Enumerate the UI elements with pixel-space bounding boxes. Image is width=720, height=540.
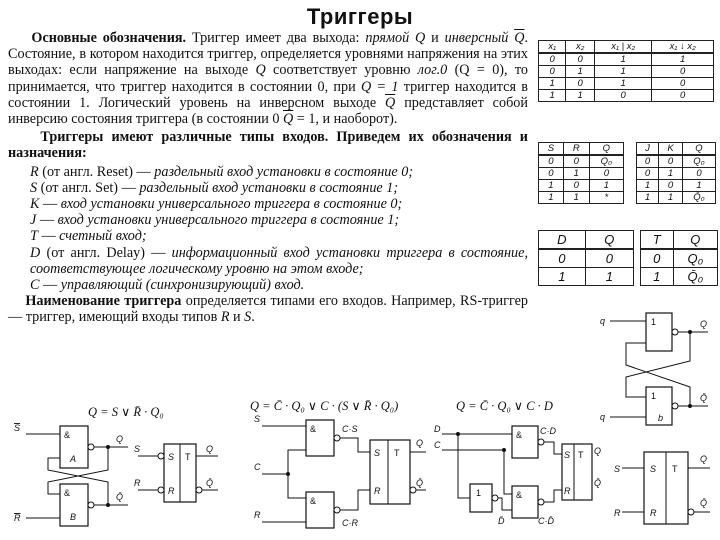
input-symbol: T (30, 228, 38, 245)
text-fragment: . Состояние, в котором находится триггер, определяется уровнями напряжения на этих выходах: если напряжение на выходе (8, 30, 528, 79)
input-symbol: C (30, 277, 40, 294)
table-cell: 0 (539, 249, 586, 268)
table-header-cell: T (641, 231, 674, 250)
table-header-cell: x₁ ↓ x₂ (652, 41, 714, 54)
truth-table-rs (538, 142, 624, 204)
list-item-d (8, 245, 528, 277)
table-cell: 1 (637, 192, 659, 204)
input-symbol: J (30, 212, 37, 229)
signal-label: C·D (540, 426, 556, 436)
gate-label: 1 (476, 488, 482, 498)
table-header-row (539, 143, 624, 156)
table-row (641, 268, 718, 286)
sync-rs-trigger-diagram (254, 412, 428, 537)
table-row (539, 249, 634, 268)
list-item-j (8, 212, 528, 228)
table-cell: 0 (589, 168, 623, 180)
table-row (539, 155, 624, 168)
table-cell: 1 (566, 66, 595, 78)
table-cell: Q₀ (673, 249, 717, 268)
table-cell: 1 (594, 78, 651, 90)
output-label: Q̄ (700, 498, 708, 508)
table-cell: 0 (585, 249, 633, 268)
paragraph-inputs-intro (8, 129, 528, 161)
text-fragment: . (251, 309, 255, 326)
table-cell: 0 (637, 155, 659, 168)
gate-upper (646, 313, 672, 351)
table-header-cell: S (539, 143, 564, 156)
text-fragment: раздельный вход установки в состояние 1; (139, 179, 399, 196)
table-cell: 0 (539, 155, 564, 168)
input-types-list (8, 164, 528, 294)
table-cell: 1 (682, 180, 715, 192)
text-fragment: и (229, 309, 245, 326)
table-cell: 0 (566, 53, 595, 66)
output-label: Q̄ (700, 393, 708, 403)
text-fragment: Q = 1 (360, 78, 399, 95)
list-item-r (8, 164, 528, 180)
table-cell: 1 (659, 192, 683, 204)
table-row (637, 168, 716, 180)
table-cell: 1 (641, 268, 674, 286)
pin-label: R (168, 486, 175, 496)
text-fragment: прямой Q (365, 30, 426, 46)
input-label: C (254, 462, 261, 472)
table-cell: 0 (563, 155, 589, 168)
table-cell: 0 (594, 90, 651, 102)
output-label: Q̄ (116, 492, 124, 502)
table-header-row (641, 231, 718, 250)
text-fragment: счетный вход; (59, 228, 147, 245)
table-cell: 0 (566, 78, 595, 90)
table-cell: 1 (539, 192, 564, 204)
table-cell: Q̄₀ (673, 268, 717, 286)
table-header-row (539, 231, 634, 250)
gate-label: & (310, 424, 317, 434)
table-header-cell: Q (673, 231, 717, 250)
table-cell: 1 (563, 168, 589, 180)
text-fragment: вход установки универсального триггера в состояние 0; (60, 196, 403, 213)
table-header-cell: J (637, 143, 659, 156)
paragraph-notation (8, 30, 528, 127)
gate-label: 1 (651, 391, 657, 401)
formula-rs: Q = S ∨ R̄ · Q₀ (88, 405, 164, 419)
output-label: Q̄ (416, 478, 424, 488)
input-symbol: S (30, 179, 38, 196)
input-symbol: R (220, 309, 230, 326)
text-fragment: вход установки универсального триггера в состояние 1; (57, 212, 400, 229)
pin-label: T (394, 448, 400, 458)
output-label: Q̄ (594, 478, 602, 488)
output-label: Q (700, 454, 708, 464)
formula-sync-rs: Q = C̄ · Q₀ ∨ C · (S ∨ R̄ · Q₀) (250, 399, 399, 413)
rs-latch-symbol (134, 440, 224, 510)
table-cell: 0 (659, 155, 683, 168)
rs-latch-nor-diagram (596, 305, 716, 430)
naming-heading: Наименование триггера (25, 293, 182, 310)
text-fragment: = 1, и наоборот). (293, 111, 398, 128)
input-label: S (254, 414, 261, 424)
table-header-row (637, 143, 716, 156)
input-symbol: D (30, 244, 41, 261)
formula-d: Q = C̄ · Q₀ ∨ C · D (456, 399, 553, 413)
table-row (637, 155, 716, 168)
table-cell: 1 (585, 268, 633, 286)
output-label: Q (116, 434, 124, 444)
d-trigger-diagram (434, 420, 602, 530)
table-header-cell: K (659, 143, 683, 156)
pin-label: S (374, 448, 381, 458)
gate-label: & (310, 496, 317, 506)
table-cell: 1 (566, 90, 595, 102)
gate-label: & (516, 490, 523, 500)
table-header-cell: Q (589, 143, 623, 156)
table-cell: 1 (539, 78, 566, 90)
table-cell: 1 (652, 53, 714, 66)
table-header-cell: Q (585, 231, 633, 250)
table-header-cell: D (539, 231, 586, 250)
pin-label: S (168, 452, 175, 462)
output-label: Q (700, 319, 708, 329)
pin-label: T (578, 450, 584, 460)
table-row (539, 180, 624, 192)
rs-trigger-symbol (614, 448, 714, 528)
input-label: C (434, 440, 441, 450)
table-header-cell: x₁ | x₂ (594, 41, 651, 54)
input-symbol: S (244, 309, 252, 326)
text-fragment: (от англ. Set) — (37, 179, 140, 196)
input-label: D (434, 424, 441, 434)
table-header-cell: x₁ (539, 41, 566, 54)
list-item-k (8, 196, 528, 212)
text-fragment: лог.0 (417, 62, 448, 79)
table-cell: Q̄₀ (682, 192, 715, 204)
signal-label: C·D̄ (538, 516, 554, 526)
table-cell: 0 (659, 180, 683, 192)
table-row (641, 249, 718, 268)
output-label: Q (594, 446, 602, 456)
table-cell: 1 (594, 53, 651, 66)
truth-table-t (640, 230, 718, 286)
input-label: S (614, 464, 621, 474)
table-cell: 1 (563, 192, 589, 204)
pin-label: T (672, 464, 678, 474)
truth-table-jk (636, 142, 716, 204)
paragraph-naming (8, 293, 528, 325)
text-fragment: — (37, 228, 60, 245)
table-cell: 0 (641, 249, 674, 268)
table-row (539, 78, 714, 90)
pin-label: R (374, 486, 381, 496)
text-fragment: (от англ. Reset) — (38, 163, 155, 180)
text-fragment: инверсный (444, 30, 515, 46)
q-bar-symbol: $\overline{Q}$ (385, 94, 396, 111)
input-symbol: R (30, 163, 39, 180)
text-fragment: (Q = 0), то принимается, что триггер находится в состоянии 0, при (8, 62, 528, 95)
pin-label: T (185, 452, 191, 462)
input-label: q (600, 412, 606, 422)
output-label: Q (416, 438, 424, 448)
text-fragment: информационный вход установки триггера в состояние, соответствующее логическому уровню на этом входе; (30, 244, 528, 277)
q-symbol: Q (255, 62, 266, 79)
table-cell: 0 (652, 90, 714, 102)
table-cell: 1 (539, 180, 564, 192)
gate-label: & (516, 430, 523, 440)
table-cell: 1 (637, 180, 659, 192)
text-fragment: соответствует уровню (265, 62, 418, 79)
input-label: S (14, 423, 21, 433)
text-fragment: — (39, 277, 61, 294)
text-fragment: раздельный вход установки в состояние 0; (154, 163, 414, 180)
output-label: Q̄ (206, 478, 214, 488)
input-label: R (254, 510, 261, 520)
pin-label: S (650, 464, 657, 474)
signal-label: C·S (342, 424, 358, 434)
table-cell: 1 (589, 180, 623, 192)
gate-label: & (64, 488, 71, 498)
output-label: Q (206, 444, 214, 454)
table-row (539, 53, 714, 66)
table-cell: Q₀ (589, 155, 623, 168)
truth-table-nand-nor (538, 40, 714, 102)
table-cell: Q₀ (682, 155, 715, 168)
table-cell: 1 (659, 168, 683, 180)
inputs-intro-text: Триггеры имеют различные типы входов. Приведем их обозначения и назначения: (8, 129, 528, 162)
pin-label: R (564, 486, 571, 496)
q-bar-symbol: $\overline{Q}$ (514, 30, 525, 46)
table-cell: 1 (539, 90, 566, 102)
gate-label: 1 (651, 317, 657, 327)
table-row (539, 90, 714, 102)
text-fragment: определяется типами его входов. Например, RS-триггер — триггер, имеющий входы типов (8, 293, 528, 326)
table-header-cell: x₂ (566, 41, 595, 54)
text-fragment: управляющий (синхронизирующий) вход. (60, 277, 305, 294)
text-fragment: — (39, 196, 61, 213)
text-fragment: представляет собой инверсию состояния триггера (в состоянии 0 (8, 94, 528, 128)
slide-title: Триггеры (306, 4, 414, 29)
table-cell: 1 (594, 66, 651, 78)
input-symbol: K (30, 196, 40, 213)
text-fragment: (от англ. Delay) — (40, 244, 172, 261)
signal-label: D̄ (498, 516, 505, 526)
table-cell: 0 (652, 66, 714, 78)
input-label: R (14, 513, 21, 523)
text-fragment: — (36, 212, 58, 229)
table-row (539, 192, 624, 204)
gate-label: & (64, 430, 71, 440)
list-item-t (8, 228, 528, 244)
table-row (539, 268, 634, 286)
table-cell: 0 (539, 53, 566, 66)
input-label: R (134, 478, 141, 488)
text-fragment: Триггер имеет два выхода: (186, 30, 366, 46)
gate-tag: A (70, 454, 77, 464)
table-cell: 0 (539, 66, 566, 78)
table-header-row (539, 41, 714, 54)
table-cell: 1 (539, 268, 586, 286)
list-item-c (8, 277, 528, 293)
table-cell: 0 (539, 168, 564, 180)
table-cell: * (589, 192, 623, 204)
table-cell: 0 (682, 168, 715, 180)
gate-tag: B (70, 512, 77, 522)
table-row (539, 66, 714, 78)
text-fragment: и (425, 30, 445, 46)
table-header-cell: Q (682, 143, 715, 156)
input-label: q (600, 316, 606, 326)
signal-label: C·R (342, 518, 358, 528)
pin-label: S (564, 450, 571, 460)
table-cell: 0 (652, 78, 714, 90)
table-row (637, 180, 716, 192)
table-row (637, 192, 716, 204)
input-label: R (614, 508, 621, 518)
main-text (8, 30, 528, 328)
gate-tag: b (658, 413, 664, 423)
pin-label: R (650, 508, 657, 518)
truth-table-d (538, 230, 634, 286)
list-item-s (8, 180, 528, 196)
table-row (539, 168, 624, 180)
table-cell: 0 (563, 180, 589, 192)
notation-heading: Основные обозначения. (31, 30, 187, 46)
rs-latch-nand-diagram (10, 420, 140, 535)
table-header-cell: R (563, 143, 589, 156)
input-label: S (134, 444, 141, 454)
table-cell: 0 (637, 168, 659, 180)
text-fragment: триггер находится в состоянии 1. Логический уровень на инверсном выходе (8, 78, 528, 111)
q-bar-symbol: $\overline{Q}$ (282, 111, 294, 128)
